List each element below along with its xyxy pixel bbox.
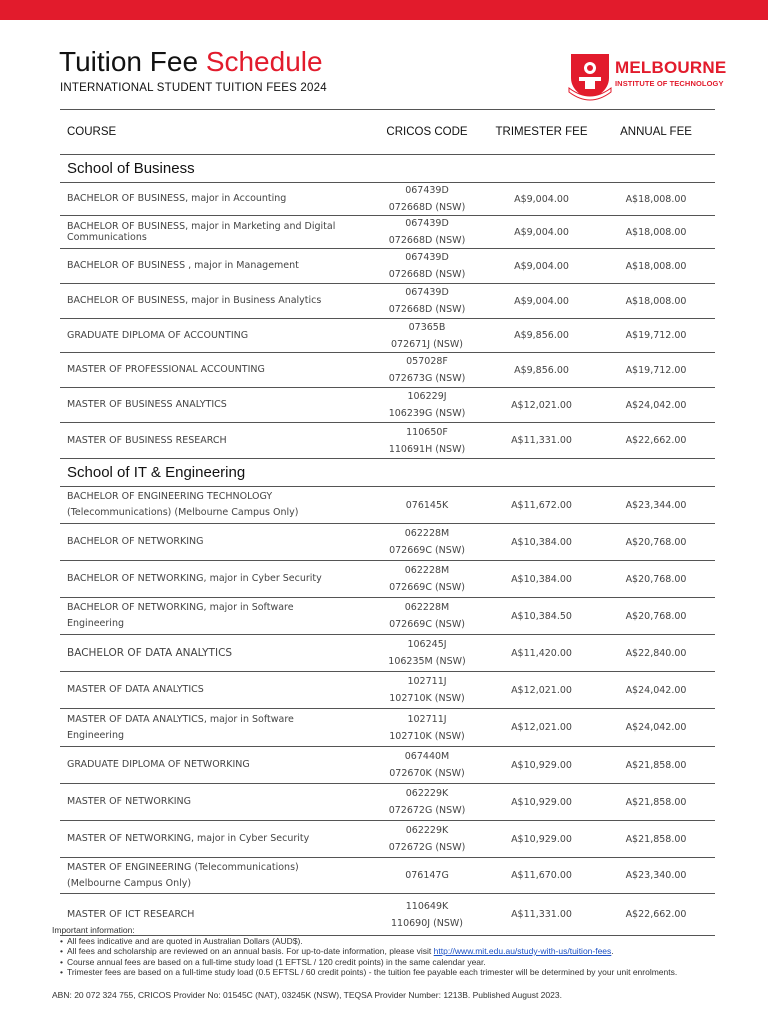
cricos-code-nat: 07365B (408, 321, 446, 333)
section-heading: School of Business (60, 155, 715, 183)
cricos-code-nat: 067439D (405, 185, 449, 196)
annual-fee: A$22,662.00 (625, 909, 687, 920)
cricos-code-nat: 067439D (405, 252, 449, 263)
trimester-fee: A$11,331.00 (511, 435, 572, 446)
table-row (60, 858, 715, 894)
table-row (60, 709, 715, 747)
annual-fee: A$20,768.00 (625, 573, 687, 585)
table-row (60, 319, 715, 353)
cricos-code-nat: 106245J (407, 639, 447, 650)
trimester-fee: A$12,021.00 (511, 684, 572, 696)
table-row (60, 747, 715, 784)
table-row (60, 598, 715, 635)
course-name: GRADUATE DIPLOMA OF NETWORKING (67, 759, 250, 770)
annual-fee: A$21,858.00 (625, 796, 687, 808)
cricos-code-nsw: 072670K (NSW) (389, 768, 465, 779)
institute-logo (567, 52, 727, 102)
trimester-fee: A$10,929.00 (511, 796, 572, 808)
annual-fee: A$22,840.00 (625, 647, 687, 659)
cricos-code-nsw: 072668D (NSW) (388, 304, 466, 315)
cricos-code (368, 711, 486, 745)
cricos-code (368, 497, 486, 514)
cricos-code (368, 867, 486, 884)
table-row (60, 388, 715, 423)
cricos-code (368, 525, 486, 559)
cricos-code (368, 785, 486, 819)
annual-fee: A$18,008.00 (625, 295, 687, 307)
course-name: BACHELOR OF NETWORKING, major in Cyber Security (67, 573, 322, 584)
logo-line-2: INSTITUTE OF TECHNOLOGY (615, 79, 724, 88)
table-row (60, 216, 715, 249)
course-name: MASTER OF DATA ANALYTICS, major in Software Engineering (67, 713, 294, 741)
course-name: BACHELOR OF BUSINESS, major in Business Analytics (67, 295, 322, 306)
course-name: BACHELOR OF DATA ANALYTICS (67, 647, 233, 659)
cricos-code (368, 353, 486, 387)
course-name: MASTER OF PROFESSIONAL ACCOUNTING (67, 364, 265, 375)
trimester-fee: A$9,004.00 (514, 193, 569, 205)
cricos-code-nat: 106229J (407, 391, 447, 402)
cricos-code-nat: 062229K (405, 788, 449, 799)
note-item (60, 936, 752, 947)
course-name: MASTER OF NETWORKING, major in Cyber Security (67, 833, 310, 844)
cricos-code-nat: 067439D (405, 287, 449, 298)
cricos-code-nsw: 072672G (NSW) (388, 805, 466, 816)
table-header (60, 110, 715, 155)
cricos-code (368, 284, 486, 318)
tuition-fees-link[interactable]: http://www.mit.edu.au/study-with-us/tuition-fees (433, 946, 612, 956)
course-name: BACHELOR OF BUSINESS, major in Marketing and Digital Communications (67, 221, 336, 243)
table-row (60, 353, 715, 388)
annual-fee: A$24,042.00 (625, 684, 687, 696)
cricos-code (368, 319, 486, 353)
cricos-code-nat: 102711J (407, 713, 447, 725)
cricos-code-nsw: 072669C (NSW) (389, 582, 465, 593)
cricos-code (368, 673, 486, 707)
annual-fee: A$24,042.00 (625, 399, 687, 411)
page-title (59, 46, 323, 78)
course-name: BACHELOR OF NETWORKING (67, 536, 204, 547)
cricos-code-nat: 062228M (404, 565, 450, 576)
note-text: All fees and scholarship are reviewed on an annual basis. For up-to-date information, please visit (66, 946, 432, 956)
trimester-fee: A$10,384.50 (511, 610, 572, 622)
table-row (60, 672, 715, 709)
course-name: BACHELOR OF BUSINESS , major in Management (67, 260, 299, 271)
cricos-code-nsw: 102710K (NSW) (389, 730, 465, 742)
trimester-fee: A$10,384.00 (511, 536, 572, 548)
annual-fee: A$18,008.00 (625, 193, 687, 205)
column-cricos: CRICOS CODE (386, 125, 468, 138)
note-item: • All fees and scholarship are reviewed on an annual basis. For up-to-date information, please visit http://www.mit.edu.au/study-with-us/tuition-fees. (60, 946, 752, 957)
cricos-code-nsw: 106235M (NSW) (388, 656, 466, 667)
column-trimester-fee: TRIMESTER FEE (495, 126, 588, 138)
cricos-code-nsw: 072669C (NSW) (389, 619, 465, 630)
trimester-fee: A$11,672.00 (511, 499, 572, 511)
annual-fee: A$19,712.00 (625, 364, 687, 376)
cricos-code-nat: 076145K (405, 499, 449, 511)
trimester-fee: A$9,004.00 (514, 226, 569, 238)
title-main: Tuition Fee (59, 46, 199, 77)
course-name: MASTER OF BUSINESS RESEARCH (67, 434, 227, 446)
note-item (60, 967, 752, 978)
course-name: MASTER OF BUSINESS ANALYTICS (67, 399, 227, 410)
cricos-code-nsw: 072669C (NSW) (389, 545, 465, 556)
annual-fee: A$18,008.00 (625, 226, 687, 238)
notes-heading: Important information: (52, 925, 135, 935)
cricos-code (368, 249, 486, 283)
cricos-code-nsw: 106239G (NSW) (388, 408, 466, 419)
table-row (60, 249, 715, 284)
course-name: MASTER OF NETWORKING (67, 796, 191, 807)
trimester-fee: A$10,929.00 (511, 833, 572, 845)
annual-fee: A$24,042.00 (625, 722, 687, 733)
course-name: GRADUATE DIPLOMA OF ACCOUNTING (67, 329, 249, 341)
cricos-code-nat: 067440M (404, 751, 450, 762)
course-name: BACHELOR OF BUSINESS, major in Accounting (67, 193, 287, 204)
table-row (60, 524, 715, 561)
cricos-code-nat: 057028F (406, 356, 448, 367)
trimester-fee: A$9,856.00 (514, 330, 569, 341)
course-name: BACHELOR OF ENGINEERING TECHNOLOGY (Telecommunications) (Melbourne Campus Only) (67, 491, 299, 518)
trimester-fee: A$12,021.00 (511, 722, 572, 733)
section-heading: School of IT & Engineering (60, 459, 715, 487)
cricos-code (368, 215, 486, 249)
trimester-fee: A$10,384.00 (511, 573, 572, 585)
table-row (60, 821, 715, 858)
note-text: All fees indicative and are quoted in Australian Dollars (AUD$). (66, 935, 303, 946)
course-name: MASTER OF DATA ANALYTICS (67, 684, 204, 695)
annual-fee: A$19,712.00 (625, 330, 687, 341)
annual-fee: A$20,768.00 (625, 536, 687, 548)
cricos-code-nat: 102711J (407, 676, 447, 687)
column-annual-fee: ANNUAL FEE (620, 126, 692, 138)
trimester-fee: A$11,670.00 (511, 870, 572, 881)
cricos-code-nsw: 102710K (NSW) (389, 693, 465, 704)
logo-line-1: MELBOURNE (615, 58, 727, 77)
cricos-code-nsw: 072668D (NSW) (388, 269, 466, 280)
cricos-code-nat: 110649K (405, 900, 449, 912)
cricos-code (368, 599, 486, 633)
fee-table (60, 109, 715, 936)
annual-fee: A$18,008.00 (625, 260, 687, 272)
page-subtitle: INTERNATIONAL STUDENT TUITION FEES 2024 (60, 82, 327, 94)
shield-crest-icon (567, 52, 613, 102)
table-row (60, 784, 715, 821)
cricos-code (368, 748, 486, 782)
annual-fee: A$20,768.00 (625, 610, 687, 622)
annual-fee: A$22,662.00 (625, 435, 687, 446)
column-course: COURSE (67, 126, 117, 138)
cricos-code (368, 424, 486, 458)
cricos-code-nsw: 072673G (NSW) (388, 373, 466, 384)
cricos-code (368, 636, 486, 670)
trimester-fee: A$12,021.00 (511, 399, 572, 411)
course-name: MASTER OF ENGINEERING (Telecommunications) (Melbourne Campus Only) (67, 861, 299, 889)
notes-list (52, 936, 752, 978)
table-row (60, 284, 715, 319)
cricos-code-nat: 067439D (405, 218, 449, 229)
note-item (60, 957, 752, 968)
table-row (60, 561, 715, 598)
annual-fee: A$21,858.00 (625, 759, 687, 771)
cricos-code-nsw: 072672G (NSW) (388, 842, 466, 853)
annual-fee: A$23,340.00 (625, 870, 687, 881)
trimester-fee: A$9,004.00 (514, 295, 569, 307)
abn-footer: ABN: 20 072 324 755, CRICOS Provider No: 01545C (NAT), 03245K (NSW), TEQSA Provider Number: 1213B. Published August 2023. (52, 990, 562, 1000)
note-text: Trimester fees are based on a full-time study load (0.5 EFTSL / 60 credit points) - the tuition fee payable each trimester will be determined by your unit enrolments. (66, 967, 678, 977)
cricos-code-nsw: 072668D (NSW) (388, 235, 466, 246)
cricos-code-nat: 062228M (404, 528, 450, 539)
cricos-code (368, 388, 486, 422)
course-name: MASTER OF ICT RESEARCH (67, 908, 195, 920)
cricos-code (368, 822, 486, 856)
cricos-code-nsw: 110691H (NSW) (388, 443, 466, 455)
title-accent: Schedule (205, 46, 323, 77)
annual-fee: A$23,344.00 (625, 499, 687, 511)
trimester-fee: A$9,856.00 (514, 364, 569, 376)
important-information (52, 925, 752, 978)
table-row (60, 423, 715, 459)
note-text: Course annual fees are based on a full-time study load (1 EFTSL / 120 credit points) in the same calendar year. (66, 956, 486, 967)
trimester-fee: A$11,331.00 (511, 909, 572, 920)
trimester-fee: A$9,004.00 (514, 260, 569, 272)
top-brand-bar (0, 0, 768, 20)
trimester-fee: A$11,420.00 (511, 647, 572, 659)
table-row (60, 183, 715, 216)
cricos-code (368, 562, 486, 596)
cricos-code-nsw: 072671J (NSW) (390, 338, 464, 350)
table-row (60, 487, 715, 524)
annual-fee: A$21,858.00 (625, 833, 687, 845)
course-name: BACHELOR OF NETWORKING, major in Software Engineering (67, 602, 294, 629)
cricos-code-nat: 076147G (405, 870, 449, 881)
trimester-fee: A$10,929.00 (511, 759, 572, 771)
cricos-code-nsw: 110690J (NSW) (390, 917, 464, 929)
cricos-code-nat: 062229K (405, 825, 449, 836)
cricos-code (368, 182, 486, 216)
cricos-code-nat: 110650F (406, 426, 448, 438)
cricos-code-nsw: 072668D (NSW) (388, 202, 466, 213)
cricos-code-nat: 062228M (404, 602, 450, 613)
table-row (60, 635, 715, 672)
